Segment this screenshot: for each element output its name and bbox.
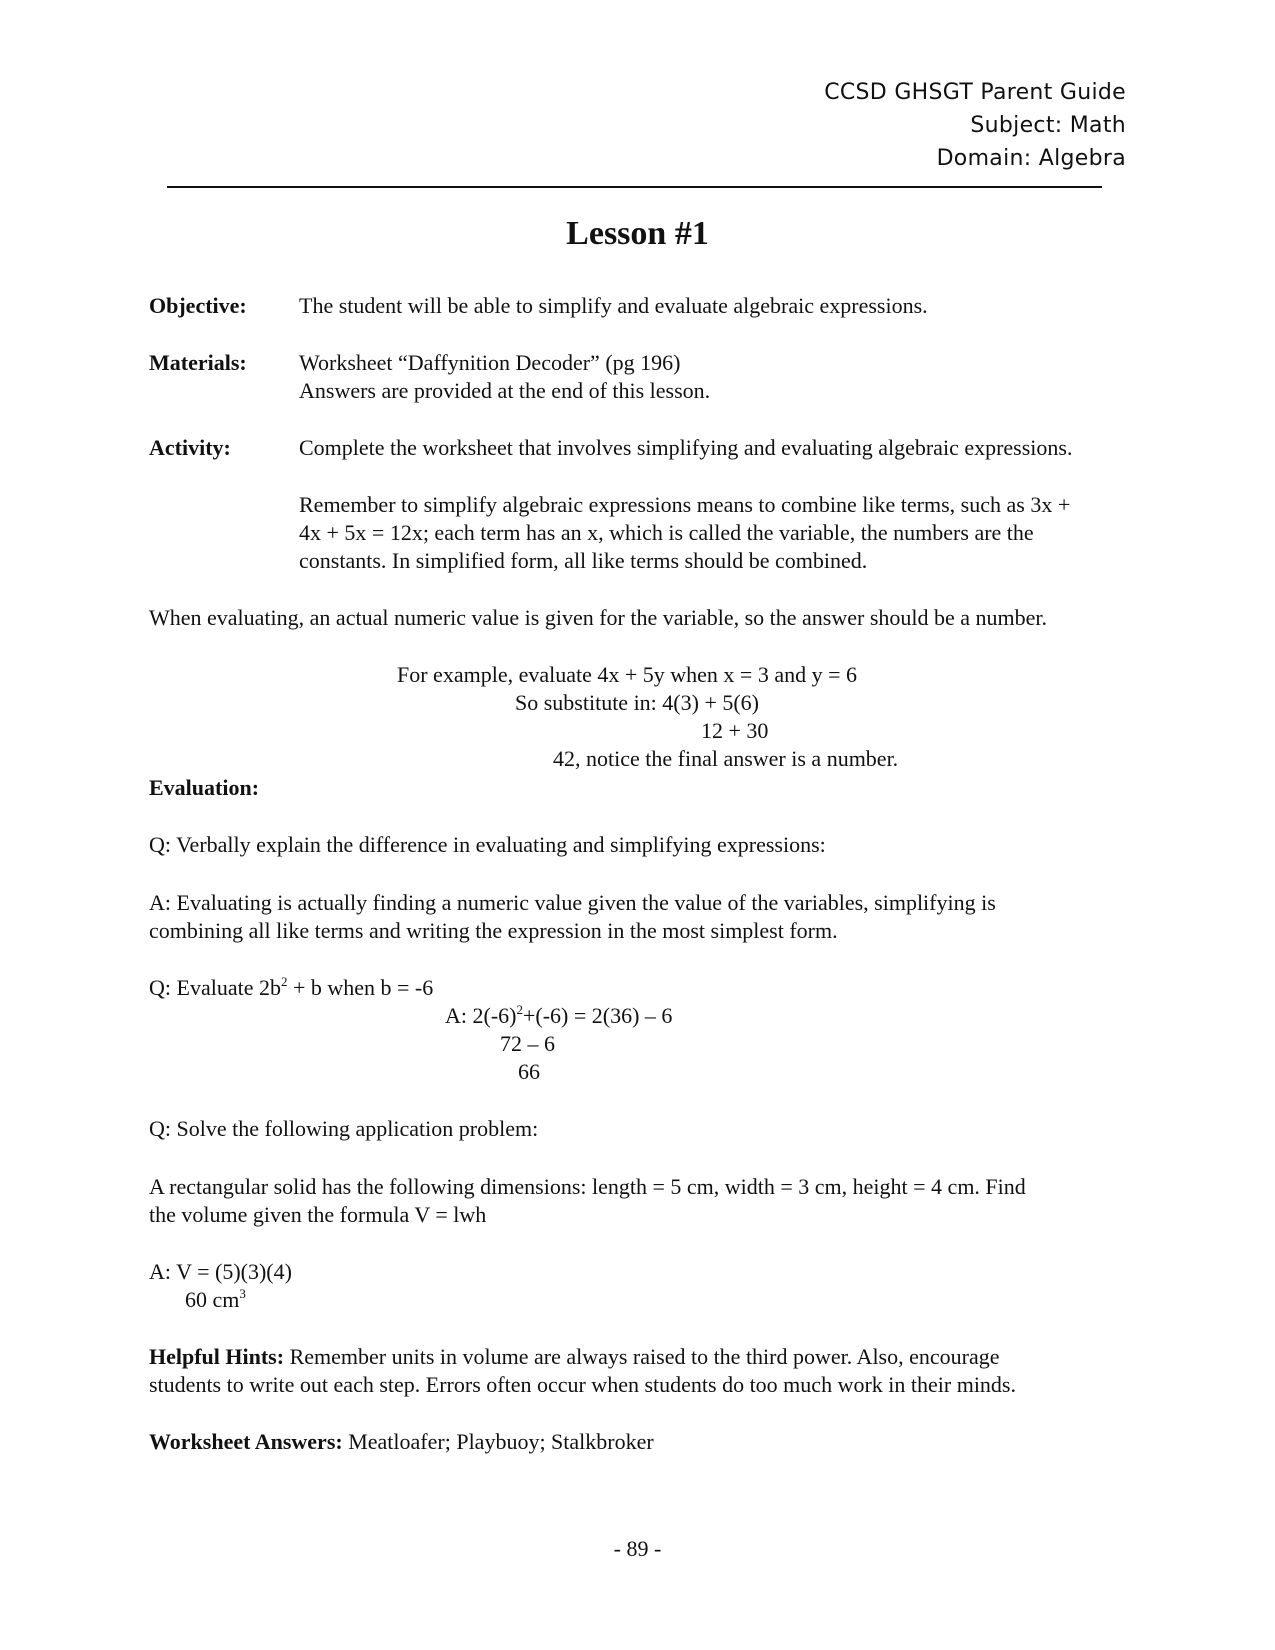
activity-label: Activity:: [149, 435, 231, 460]
materials-answers-note: Answers are provided at the end of this lesson.: [299, 378, 711, 403]
worksheet-answers: [149, 1428, 1169, 1455]
example-line-2: So substitute in: 4(3) + 5(6): [515, 690, 760, 715]
problem-line-2: the volume given the formula V = lwh: [149, 1202, 487, 1227]
question-2-suffix: + b when b = -6: [287, 975, 434, 1000]
remember-line-1: Remember to simplify algebraic expressions means to combine like terms, such as 3x +: [299, 492, 1071, 517]
worksheet-answers-label: Worksheet Answers:: [149, 1429, 343, 1454]
answer-3-line-1: A: V = (5)(3)(4): [149, 1259, 292, 1284]
evaluation-label: Evaluation:: [149, 775, 260, 800]
answer-3-value: 60 cm: [185, 1287, 240, 1312]
answer-1-line-1: A: Evaluating is actually finding a numeric value given the value of the variables, simplifying is: [149, 890, 996, 915]
remember-line-2: 4x + 5x = 12x; each term has an x, which is called the variable, the numbers are the: [299, 520, 1034, 545]
question-1: Q: Verbally explain the difference in evaluating and simplifying expressions:: [149, 832, 826, 857]
example-line-4: 42, notice the final answer is a number.: [553, 746, 899, 771]
answer-2-line-1: [445, 1002, 672, 1029]
header-guide-title: CCSD GHSGT Parent Guide: [824, 80, 1126, 105]
example-line-3: 12 + 30: [701, 718, 769, 743]
evaluating-note: When evaluating, an actual numeric value is given for the variable, so the answer should be a number.: [149, 605, 1048, 630]
objective-label: Objective:: [149, 293, 247, 318]
header-domain: Domain: Algebra: [936, 146, 1126, 171]
answer-3-line-2: [185, 1286, 246, 1313]
question-2: [149, 974, 1169, 1001]
hints-line-2: students to write out each step. Errors often occur when students do too much work in their minds.: [149, 1372, 1016, 1397]
header-subject: Subject: Math: [970, 113, 1126, 138]
answer-2-prefix: A: 2(-6): [445, 1003, 517, 1028]
question-3: Q: Solve the following application problem:: [149, 1116, 539, 1141]
materials-worksheet: Worksheet “Daffynition Decoder” (pg 196): [299, 350, 681, 375]
lesson-title: Lesson #1: [566, 215, 709, 252]
answer-2-line-2: 72 – 6: [500, 1031, 555, 1056]
answer-1-line-2: combining all like terms and writing the expression in the most simplest form.: [149, 918, 838, 943]
hints-label: Helpful Hints:: [149, 1344, 285, 1369]
worksheet-answers-text: Meatloafer; Playbuoy; Stalkbroker: [342, 1429, 654, 1454]
answer-2-exponent: 2: [516, 1002, 523, 1017]
activity-text: Complete the worksheet that involves simplifying and evaluating algebraic expressions.: [299, 435, 1073, 460]
answer-2-suffix: +(-6) = 2(36) – 6: [522, 1003, 673, 1028]
objective-text: The student will be able to simplify and evaluate algebraic expressions.: [299, 293, 928, 318]
hints-line-1: [149, 1343, 1169, 1370]
question-2-prefix: Q: Evaluate 2b: [149, 975, 281, 1000]
example-line-1: For example, evaluate 4x + 5y when x = 3 and y = 6: [397, 662, 858, 687]
remember-line-3: constants. In simplified form, all like terms should be combined.: [299, 548, 868, 573]
page-number: - 89 -: [613, 1536, 662, 1561]
header-divider: [167, 186, 1102, 188]
answer-3-exponent: 3: [239, 1286, 246, 1301]
materials-label: Materials:: [149, 350, 247, 375]
problem-line-1: A rectangular solid has the following dimensions: length = 5 cm, width = 3 cm, height = 4 cm. Find: [149, 1174, 1026, 1199]
hints-text-1: Remember units in volume are always raised to the third power. Also, encourage: [284, 1344, 1000, 1369]
question-2-exponent: 2: [280, 974, 288, 989]
answer-2-line-3: 66: [518, 1059, 540, 1084]
